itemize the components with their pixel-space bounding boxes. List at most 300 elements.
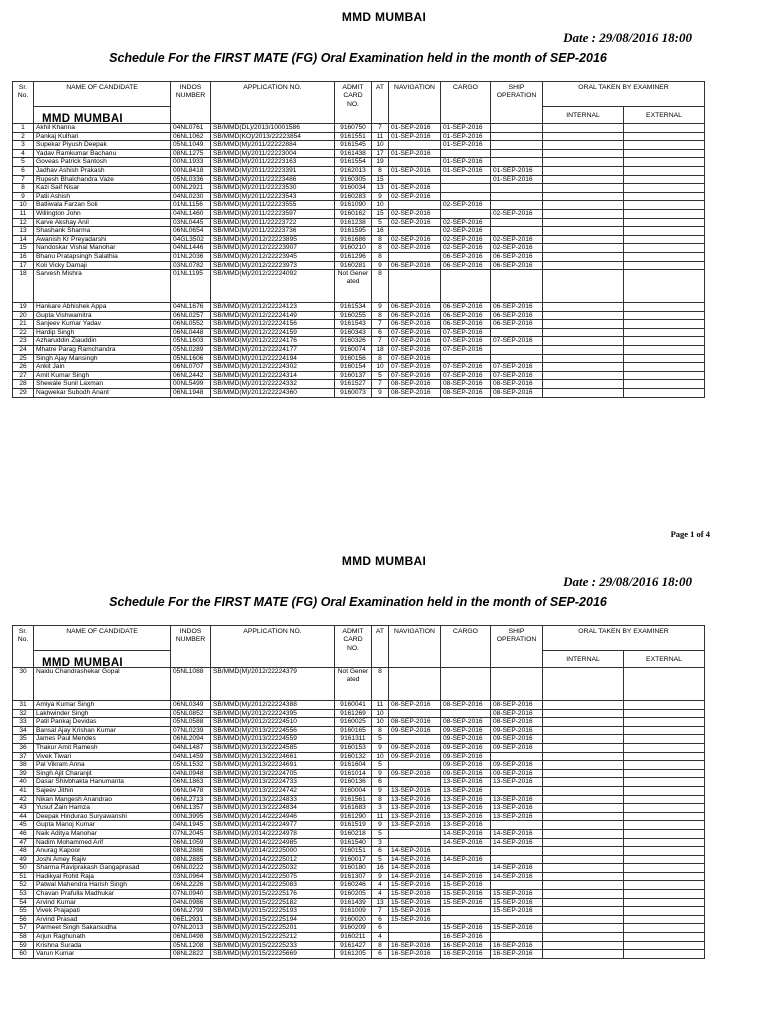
schedule-table <box>12 81 705 398</box>
cell-admit: 9160211 <box>335 933 372 942</box>
cell-admit: 9160343 <box>335 328 372 337</box>
cell-internal <box>543 941 624 950</box>
cell-internal <box>543 804 624 813</box>
cell-cargo: 09-SEP-2016 <box>441 735 491 744</box>
cell-ship: 08-SEP-2016 <box>491 709 543 718</box>
cell-sr: 52 <box>13 881 34 890</box>
cell-sr: 3 <box>13 141 34 150</box>
cell-ship: 08-SEP-2016 <box>491 718 543 727</box>
cell-sr: 16 <box>13 252 34 261</box>
cell-app: SB/MMD(M)/2013/22224559 <box>211 735 335 744</box>
cell-sr: 34 <box>13 726 34 735</box>
cell-app: SB/MMD(M)/2014/22225012 <box>211 855 335 864</box>
cell-app: SB/MMD(M)/2012/22224395 <box>211 709 335 718</box>
cell-nav <box>389 141 441 150</box>
col-cargo: CARGO <box>441 626 491 668</box>
cell-at: 5 <box>372 735 389 744</box>
cell-external <box>624 252 705 261</box>
cell-at: 13 <box>372 184 389 193</box>
table-row <box>13 354 705 363</box>
cell-indos: 06NL1948 <box>171 389 211 398</box>
table-row <box>13 311 705 320</box>
cell-external <box>624 192 705 201</box>
cell-name: Yusuf Zain Hamza <box>34 804 171 813</box>
cell-external <box>624 141 705 150</box>
cell-admit: 9161545 <box>335 141 372 150</box>
cell-at: 8 <box>372 941 389 950</box>
cell-nav <box>389 735 441 744</box>
table-row <box>13 252 705 261</box>
cell-nav: 16-SEP-2016 <box>389 950 441 959</box>
cell-indos: 06NL0478 <box>171 786 211 795</box>
cell-nav <box>389 709 441 718</box>
cell-app: SB/MMD(M)/2012/22224194 <box>211 354 335 363</box>
table-row <box>13 769 705 778</box>
cell-indos: 04NL1459 <box>171 752 211 761</box>
cell-admit: Not Generated <box>335 270 372 303</box>
table-row <box>13 303 705 312</box>
office-label: MMD MUMBAI <box>34 107 171 124</box>
table-row <box>13 218 705 227</box>
table-row <box>13 320 705 329</box>
cell-name: Singh Ajay Mansingh <box>34 354 171 363</box>
table-row <box>13 389 705 398</box>
table-row <box>13 726 705 735</box>
col-name: NAME OF CANDIDATE <box>34 626 171 651</box>
cell-admit: 9160305 <box>335 175 372 184</box>
table-row <box>13 855 705 864</box>
cell-at: 9 <box>372 821 389 830</box>
cell-external <box>624 769 705 778</box>
cell-sr: 45 <box>13 821 34 830</box>
cell-indos: 06NL2226 <box>171 881 211 890</box>
cell-app: SB/MMD(M)/2012/22223945 <box>211 252 335 261</box>
cell-cargo: 14-SEP-2016 <box>441 838 491 847</box>
cell-cargo: 01-SEP-2016 <box>441 124 491 133</box>
cell-internal <box>543 838 624 847</box>
cell-ship: 06-SEP-2016 <box>491 261 543 270</box>
cell-admit: 9160246 <box>335 881 372 890</box>
table-row <box>13 907 705 916</box>
cell-nav: 02-SEP-2016 <box>389 218 441 227</box>
cell-name: Joshi Amey Rajiv <box>34 855 171 864</box>
cell-sr: 9 <box>13 192 34 201</box>
cell-admit: 9160255 <box>335 311 372 320</box>
cell-app: SB/MMD(M)/2015/22225201 <box>211 924 335 933</box>
cell-at: 8 <box>372 726 389 735</box>
cell-nav: 08-SEP-2016 <box>389 389 441 398</box>
table-row <box>13 124 705 133</box>
cell-admit: 9161269 <box>335 709 372 718</box>
table-row <box>13 933 705 942</box>
cell-at: 8 <box>372 235 389 244</box>
table-body <box>13 668 705 959</box>
schedule-table <box>12 625 705 959</box>
cell-nav: 09-SEP-2016 <box>389 769 441 778</box>
cell-sr: 54 <box>13 898 34 907</box>
cell-internal <box>543 778 624 787</box>
cell-cargo: 13-SEP-2016 <box>441 812 491 821</box>
cell-ship: 02-SEP-2016 <box>491 244 543 253</box>
cell-app: SB/MMD(M)/2011/22223004 <box>211 149 335 158</box>
cell-nav: 13-SEP-2016 <box>389 795 441 804</box>
cell-at: 19 <box>372 158 389 167</box>
cell-external <box>624 795 705 804</box>
cell-nav <box>389 227 441 236</box>
cell-cargo <box>441 184 491 193</box>
cell-external <box>624 847 705 856</box>
cell-admit: 9160156 <box>335 354 372 363</box>
cell-app: SB/MMD(M)/2011/22223736 <box>211 227 335 236</box>
cell-cargo: 02-SEP-2016 <box>441 244 491 253</box>
cell-admit: 9160004 <box>335 786 372 795</box>
cell-app: SB/MMD(M)/2013/22224556 <box>211 726 335 735</box>
cell-name: Lakhwinder Singh <box>34 709 171 718</box>
cell-external <box>624 132 705 141</box>
cell-ship <box>491 184 543 193</box>
cell-app: SB/MMD(M)/2011/22223555 <box>211 201 335 210</box>
cell-nav: 14-SEP-2016 <box>389 864 441 873</box>
cell-nav: 01-SEP-2016 <box>389 149 441 158</box>
cell-cargo: 02-SEP-2016 <box>441 227 491 236</box>
cell-name: Dasar Shivbhakta Hanumanta <box>34 778 171 787</box>
cell-sr: 59 <box>13 941 34 950</box>
cell-admit: 9160153 <box>335 743 372 752</box>
cell-ship <box>491 192 543 201</box>
cell-sr: 14 <box>13 235 34 244</box>
cell-ship <box>491 881 543 890</box>
cell-cargo: 15-SEP-2016 <box>441 890 491 899</box>
cell-ship <box>491 328 543 337</box>
table-row <box>13 184 705 193</box>
cell-internal <box>543 769 624 778</box>
cell-admit: 9160180 <box>335 864 372 873</box>
cell-internal <box>543 252 624 261</box>
cell-internal <box>543 175 624 184</box>
cell-name: Bansal Ajay Krishan Kumar <box>34 726 171 735</box>
cell-admit: 9160034 <box>335 184 372 193</box>
cell-nav: 06-SEP-2016 <box>389 320 441 329</box>
cell-app: SB/MMD(M)/2012/22223973 <box>211 261 335 270</box>
cell-sr: 50 <box>13 864 34 873</box>
table-row <box>13 898 705 907</box>
cell-nav <box>389 252 441 261</box>
cell-cargo: 15-SEP-2016 <box>441 881 491 890</box>
cell-name: Patil Ashish <box>34 192 171 201</box>
cell-sr: 7 <box>13 175 34 184</box>
cell-nav: 09-SEP-2016 <box>389 752 441 761</box>
col-sr: Sr. No. <box>13 626 34 668</box>
cell-internal <box>543 389 624 398</box>
cell-sr: 58 <box>13 933 34 942</box>
cell-sr: 55 <box>13 907 34 916</box>
cell-sr: 2 <box>13 132 34 141</box>
cell-internal <box>543 743 624 752</box>
cell-sr: 49 <box>13 855 34 864</box>
cell-external <box>624 184 705 193</box>
cell-at: 8 <box>372 795 389 804</box>
cell-sr: 33 <box>13 718 34 727</box>
cell-indos: 08NL2822 <box>171 950 211 959</box>
cell-cargo <box>441 209 491 218</box>
cell-ship: 07-SEP-2016 <box>491 363 543 372</box>
cell-cargo: 09-SEP-2016 <box>441 761 491 770</box>
cell-indos: 06NL0448 <box>171 328 211 337</box>
cell-admit: 9161604 <box>335 761 372 770</box>
cell-admit: 9160326 <box>335 337 372 346</box>
cell-external <box>624 380 705 389</box>
cell-name: Deepak Hindurao Suryawanshi <box>34 812 171 821</box>
cell-at: 5 <box>372 829 389 838</box>
col-external: EXTERNAL <box>624 107 705 124</box>
table-row <box>13 924 705 933</box>
cell-admit: 9161238 <box>335 218 372 227</box>
cell-internal <box>543 735 624 744</box>
table-row <box>13 235 705 244</box>
cell-ship: 06-SEP-2016 <box>491 252 543 261</box>
cell-indos: 05NL1532 <box>171 761 211 770</box>
cell-nav: 07-SEP-2016 <box>389 371 441 380</box>
cell-ship <box>491 132 543 141</box>
cell-at: 8 <box>372 270 389 303</box>
cell-external <box>624 872 705 881</box>
cell-nav <box>389 829 441 838</box>
cell-app: SB/MMD(M)/2015/22225193 <box>211 907 335 916</box>
cell-ship <box>491 124 543 133</box>
cell-external <box>624 371 705 380</box>
cell-admit: 9160750 <box>335 124 372 133</box>
cell-app: SB/MMD(M)/2012/22224302 <box>211 363 335 372</box>
cell-external <box>624 337 705 346</box>
cell-indos: 06NL1062 <box>171 132 211 141</box>
cell-name: Thakur Amit Ramesh <box>34 743 171 752</box>
cell-app: SB/MMD(M)/2013/22224833 <box>211 795 335 804</box>
cell-cargo: 07-SEP-2016 <box>441 363 491 372</box>
cell-external <box>624 881 705 890</box>
table-row <box>13 328 705 337</box>
cell-indos: 06NL2799 <box>171 907 211 916</box>
cell-name: Amiya Kumar Singh <box>34 701 171 710</box>
cell-external <box>624 709 705 718</box>
cell-admit: 9160162 <box>335 209 372 218</box>
cell-at: 9 <box>372 261 389 270</box>
cell-cargo: 07-SEP-2016 <box>441 328 491 337</box>
cell-sr: 27 <box>13 371 34 380</box>
cell-app: SB/MMD(M)/2013/22224733 <box>211 778 335 787</box>
cell-ship <box>491 218 543 227</box>
cell-sr: 21 <box>13 320 34 329</box>
cell-ship: 06-SEP-2016 <box>491 311 543 320</box>
cell-app: SB/MMD(KO)/2013/22223854 <box>211 132 335 141</box>
cell-app: SB/MMD(M)/2015/22225233 <box>211 941 335 950</box>
cell-admit: 9161519 <box>335 821 372 830</box>
cell-sr: 1 <box>13 124 34 133</box>
cell-cargo: 08-SEP-2016 <box>441 389 491 398</box>
cell-indos: 08NL2886 <box>171 847 211 856</box>
cell-admit: 9160132 <box>335 752 372 761</box>
cell-sr: 36 <box>13 743 34 752</box>
col-sr: Sr. No. <box>13 82 34 124</box>
cell-at: 13 <box>372 898 389 907</box>
schedule-title: Schedule For the FIRST MATE (FG) Oral Examination held in the month of SEP-2016 <box>109 595 607 609</box>
cell-external <box>624 354 705 363</box>
cell-name: Varun Kumar <box>34 950 171 959</box>
cell-sr: 35 <box>13 735 34 744</box>
cell-internal <box>543 270 624 303</box>
table-row <box>13 244 705 253</box>
cell-nav: 06-SEP-2016 <box>389 261 441 270</box>
cell-name: Nikan Mangesh Anandrao <box>34 795 171 804</box>
cell-sr: 43 <box>13 804 34 813</box>
cell-indos: 07NL0940 <box>171 890 211 899</box>
cell-name: Chavan Prafulla Madhukar <box>34 890 171 899</box>
cell-name: Sarvesh Mishra <box>34 270 171 303</box>
cell-nav: 02-SEP-2016 <box>389 209 441 218</box>
cell-indos: 04NL1945 <box>171 821 211 830</box>
cell-admit: 9161551 <box>335 132 372 141</box>
report-date: Date : 29/08/2016 18:00 <box>563 574 692 589</box>
cell-internal <box>543 354 624 363</box>
table-row <box>13 864 705 873</box>
cell-cargo: 01-SEP-2016 <box>441 158 491 167</box>
cell-at: 3 <box>372 804 389 813</box>
cell-app: SB/MMD(M)/2013/22224705 <box>211 769 335 778</box>
cell-app: SB/MMD(M)/2013/22224834 <box>211 804 335 813</box>
cell-name: Vivek Tiwari <box>34 752 171 761</box>
cell-ship: 09-SEP-2016 <box>491 761 543 770</box>
cell-admit: 9161290 <box>335 812 372 821</box>
cell-cargo: 14-SEP-2016 <box>441 855 491 864</box>
cell-cargo: 09-SEP-2016 <box>441 726 491 735</box>
cell-app: SB/MMD(M)/2012/22224092 <box>211 270 335 303</box>
cell-admit: 9160073 <box>335 389 372 398</box>
cell-external <box>624 201 705 210</box>
cell-sr: 8 <box>13 184 34 193</box>
page-number: Page 1 of 4 <box>670 529 710 539</box>
cell-internal <box>543 898 624 907</box>
cell-cargo: 02-SEP-2016 <box>441 235 491 244</box>
cell-cargo: 08-SEP-2016 <box>441 718 491 727</box>
cell-nav: 06-SEP-2016 <box>389 303 441 312</box>
cell-name: Nandoskar Vishal Manohar <box>34 244 171 253</box>
cell-admit: 9160151 <box>335 847 372 856</box>
cell-ship: 06-SEP-2016 <box>491 320 543 329</box>
cell-name: Sharma Raviprakash Gangaprasad <box>34 864 171 873</box>
cell-name: Nadim Mohammed Arif <box>34 838 171 847</box>
cell-admit: 9161540 <box>335 838 372 847</box>
cell-app: SB/MMD(M)/2012/22224379 <box>211 668 335 701</box>
cell-indos: 05NL1603 <box>171 337 211 346</box>
table-row <box>13 346 705 355</box>
cell-indos: 00NL5499 <box>171 380 211 389</box>
cell-indos: 01NL1156 <box>171 201 211 210</box>
cell-name: Goveas Patrick Santosh <box>34 158 171 167</box>
cell-name: Amit Kumar Singh <box>34 371 171 380</box>
cell-internal <box>543 158 624 167</box>
cell-sr: 20 <box>13 311 34 320</box>
cell-external <box>624 812 705 821</box>
col-oral-examiner: ORAL TAKEN BY EXAMINER <box>543 626 705 651</box>
cell-nav: 14-SEP-2016 <box>389 872 441 881</box>
cell-name: Arvind Kumar <box>34 898 171 907</box>
cell-cargo <box>441 915 491 924</box>
cell-nav: 16-SEP-2016 <box>389 941 441 950</box>
cell-indos: 06NL1357 <box>171 804 211 813</box>
cell-external <box>624 227 705 236</box>
cell-cargo: 13-SEP-2016 <box>441 795 491 804</box>
cell-external <box>624 915 705 924</box>
cell-app: SB/MMD(M)/2012/22224149 <box>211 311 335 320</box>
cell-ship: 16-SEP-2016 <box>491 941 543 950</box>
cell-external <box>624 855 705 864</box>
cell-cargo: 14-SEP-2016 <box>441 872 491 881</box>
cell-nav <box>389 838 441 847</box>
cell-sr: 44 <box>13 812 34 821</box>
cell-ship: 14-SEP-2016 <box>491 872 543 881</box>
cell-nav <box>389 668 441 701</box>
col-name: NAME OF CANDIDATE <box>34 82 171 107</box>
cell-internal <box>543 132 624 141</box>
cell-cargo: 16-SEP-2016 <box>441 933 491 942</box>
cell-cargo: 14-SEP-2016 <box>441 829 491 838</box>
cell-nav: 02-SEP-2016 <box>389 192 441 201</box>
table-row <box>13 752 705 761</box>
cell-at: 6 <box>372 924 389 933</box>
cell-indos: 00NL3995 <box>171 812 211 821</box>
cell-internal <box>543 209 624 218</box>
cell-ship <box>491 668 543 701</box>
cell-indos: 06NL0552 <box>171 320 211 329</box>
cell-internal <box>543 149 624 158</box>
cell-external <box>624 261 705 270</box>
cell-app: SB/MMD(M)/2013/22224691 <box>211 761 335 770</box>
cell-external <box>624 804 705 813</box>
cell-internal <box>543 718 624 727</box>
cell-nav <box>389 778 441 787</box>
cell-cargo: 07-SEP-2016 <box>441 337 491 346</box>
cell-indos: 04GL3502 <box>171 235 211 244</box>
cell-internal <box>543 924 624 933</box>
cell-internal <box>543 235 624 244</box>
cell-ship: 09-SEP-2016 <box>491 743 543 752</box>
table-row <box>13 701 705 710</box>
cell-internal <box>543 192 624 201</box>
cell-cargo: 13-SEP-2016 <box>441 804 491 813</box>
cell-admit: 9160020 <box>335 915 372 924</box>
cell-nav <box>389 761 441 770</box>
cell-external <box>624 907 705 916</box>
cell-external <box>624 701 705 710</box>
cell-app: SB/MMD(M)/2013/22224585 <box>211 743 335 752</box>
cell-sr: 31 <box>13 701 34 710</box>
table-row <box>13 735 705 744</box>
cell-ship <box>491 201 543 210</box>
cell-nav: 08-SEP-2016 <box>389 718 441 727</box>
cell-indos: 04NL1676 <box>171 303 211 312</box>
cell-cargo <box>441 907 491 916</box>
cell-name: Batliwala Farzan Soli <box>34 201 171 210</box>
table-row <box>13 166 705 175</box>
table-row <box>13 838 705 847</box>
cell-indos: 06NL0654 <box>171 227 211 236</box>
cell-nav: 07-SEP-2016 <box>389 354 441 363</box>
cell-name: James Paul Mendes <box>34 735 171 744</box>
cell-at: 4 <box>372 933 389 942</box>
cell-app: SB/MMD(M)/2011/22223530 <box>211 184 335 193</box>
cell-name: Arvind Prasad <box>34 915 171 924</box>
cell-indos: 00NL2921 <box>171 184 211 193</box>
cell-admit: 9161561 <box>335 795 372 804</box>
